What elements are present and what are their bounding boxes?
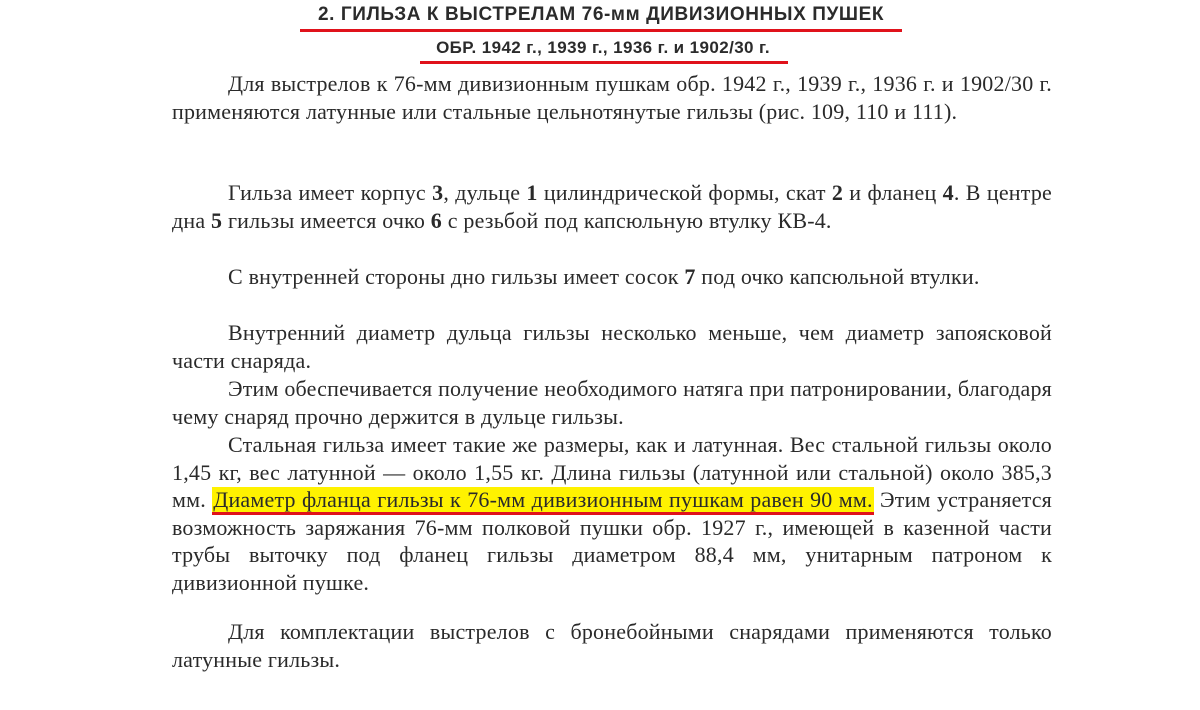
- ref-number-5: 5: [211, 207, 223, 233]
- ref-number-6: 6: [430, 207, 442, 233]
- paragraph-3-text-a: С внутренней стороны дно гильзы имеет сосок: [228, 264, 685, 289]
- paragraph-4: [172, 319, 1052, 374]
- paragraph-7-text: Для комплектации выстрелов с бронебойными снарядами применяются только латунные гильзы.: [172, 619, 1052, 672]
- paragraph-7: [172, 618, 1052, 673]
- paragraph-5-text: Этим обеспечивается получение необходимого натяга при патронировании, благодаря чему снаряд прочно держится в дульце гильзы.: [172, 376, 1052, 429]
- paragraph-5: [172, 375, 1052, 430]
- paragraph-3: [172, 263, 1052, 291]
- section-heading: [0, 4, 1200, 60]
- paragraph-6-text-a: Стальная гильза имеет такие же размеры, как и латунная. Вес стальной гильзы около 1,45 кг, вес латунной — около 1,55 кг. Длина гильзы (латунной или стальной) около 385,3 мм.: [172, 432, 1052, 512]
- paragraph-2-text-e: . В центре дна: [172, 180, 1052, 233]
- highlighted-sentence: Диаметр фланца гильзы к 76-мм дивизионным пушкам равен 90 мм.: [213, 487, 873, 512]
- paragraph-2-text-a: Гильза имеет корпус: [228, 180, 433, 205]
- ref-number-4: 4: [942, 180, 954, 205]
- paragraph-2-text-d: и фланец: [843, 180, 943, 205]
- paragraph-6-text-b: Этим устраняется возможность заряжания 76-мм полковой пушки обр. 1927 г., имеющей в казенной части трубы выточку под фланец гильзы диаметром 88,4 мм, унитарным патроном к дивизионной пушке.: [172, 487, 1052, 595]
- paragraph-2-text-b: , дульце: [443, 180, 527, 205]
- heading-line-1: 2. ГИЛЬЗА К ВЫСТРЕЛАМ 76-мм ДИВИЗИОННЫХ ПУШЕК: [312, 4, 890, 29]
- paragraph-2-text-f: гильзы имеется очко: [222, 207, 431, 233]
- heading-line-2: ОБР. 1942 г., 1939 г., 1936 г. и 1902/30 г.: [432, 38, 774, 60]
- ref-number-3: 3: [432, 180, 444, 205]
- paragraph-2: [172, 179, 1052, 234]
- paragraph-2-text-c: цилиндрической формы, скат: [537, 180, 832, 205]
- paragraph-1-text: Для выстрелов к 76-мм дивизионным пушкам обр. 1942 г., 1939 г., 1936 г. и 1902/30 г. применяются латунные или стальные цельнотянутые гильзы (рис. 109, 110 и 111).: [172, 71, 1052, 124]
- paragraph-3-text-b: под очко капсюльной втулки.: [695, 264, 980, 289]
- ref-number-7: 7: [684, 264, 696, 289]
- paragraph-4-text: Внутренний диаметр дульца гильзы несколько меньше, чем диаметр запоясковой части снаряда.: [172, 320, 1052, 373]
- heading-line-2-wrap: [0, 38, 1200, 60]
- paragraph-6: [172, 431, 1052, 596]
- paragraph-2-text-g: с резьбой под капсюльную втулку КВ-4.: [442, 207, 832, 233]
- ref-number-2: 2: [831, 180, 844, 205]
- ref-number-1: 1: [526, 180, 538, 205]
- paragraph-1: [172, 70, 1052, 125]
